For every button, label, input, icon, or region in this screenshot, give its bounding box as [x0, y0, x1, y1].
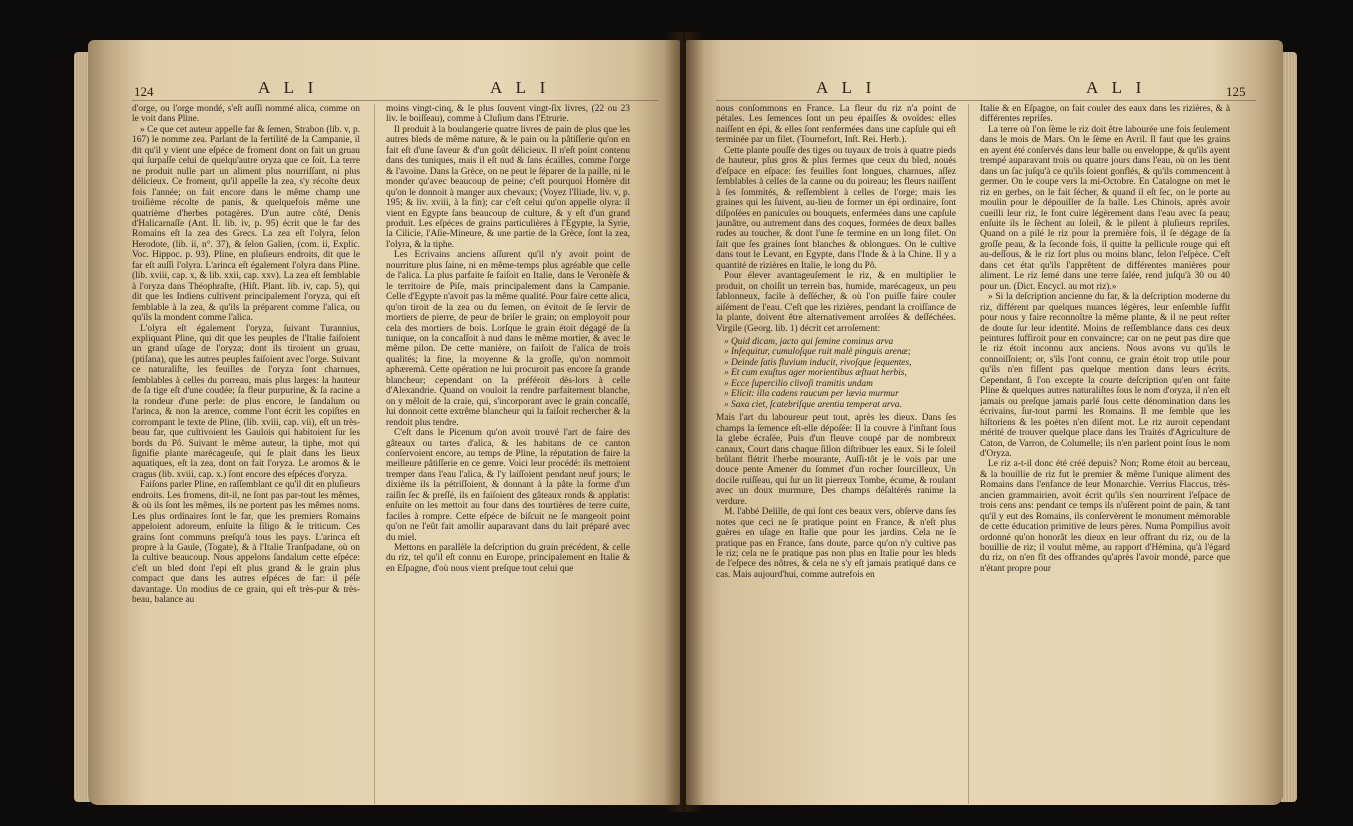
paragraph: » Ce que cet auteur appelle far & ſemen, Strabon (lib. v, p. 167) le nomme zea. Parlant de la fertilité de la Campanie, il dit qu'il y vient une eſpéce de froment dont on fait un gruau qui ſurpaſſe celui de quelqu'autre oryza que ce ſoit. La terre ne produit nulle part un aliment plus nourriſſant, ni plus délicieux. Ce froment, qu'il appelle la zea, s'y récolte deux fois l'année; on fait encore dans le même champ une troiſième récolte de panis, & quelquefois même une quatrième d'herbes potagères. D'un autre côté, Denis d'Halicarnaſſe (Ant. Il. lib. iv, p. 95) écrit que le far des Romains eſt la zea des Grecs. La zea eſt l'olyra, ſelon Herodote, (lib. ii, n°. 37), & ſelon Galien, (com. ii, Explic. Voc. Hippoc. p. 93). Pline, en pluſieurs endroits, dit que le far eſt auſſi l'olyra. L'arinca eſt également l'olyra dans Pline. (lib. xviii, cap. x, & lib. xxii, cap. xxv). La zea eſt ſemblable à l'oryza dans Théophraſte, (Hiſt. Plant. lib. iv, cap. 5), qui dit que les Indiens cultivent principalement l'oryza, qui eſt ſemblable à la zea, & qu'ils la préparent comme l'alica, ou qu'ils la mondent comme l'alica. [132, 124, 360, 324]
paragraph: M. l'abbé Delille, de qui ſont ces beaux vers, obſerve dans ſes notes que ceci ne ſe pratique point en France, & n'eſt plus guères en uſage en Italie que pour les jardins. Cela ne ſe pratique pas en France, ſans doute, parce qu'on n'y cultive pas le riz; cela ne ſe pratique pas non plus en Italie pour les bleds de l'eſpece des nôtres, & cela ne s'y eſt jamais pratiqué dans ce cas. Mais aujourd'hui, comme autrefois en [716, 507, 956, 580]
paragraph: » Si la deſcription ancienne du far, & la deſcription moderne du riz, différent par quelques nuances légères, leur enſemble ſuffit pour nous y faire reconnoître la même plante, & il ne peut reſter de doute ſur leur identité. Moins de reſſemblance dans ces deux peintures ſuffiroit pour en convaincre; car on ne peut pas dire que le riz étoit inconnu aux anciens. Nous avons vu qu'ils le connoiſſoient; or, s'ils l'ont connu, ce grain étoit trop utile pour qu'ils n'en fiſſent pas quelque mention dans leurs écrits. Cependant, ſi l'on excepte la courte deſcription qu'en ont faite Pline & quelques autres naturaliſtes ſous le nom d'oryza, il n'en eſt jamais ou preſque jamais parlé ſous cette dénomination dans les écrivains, ſur-tout parmi les Romains. Il me ſemble que les hiſtoriens & les poètes n'en diſent mot. Le riz auroit cependant mérité de trouver quelque place dans les Traités d'Agriculture de Caton, de Varron, de Columelle; ils n'en parlent point ſous le nom d'Oryza. [980, 292, 1230, 459]
page-number-right: 125 [1226, 84, 1246, 99]
paragraph: Italie & en Eſpagne, on fait couler des eaux dans les rizières, & à différentes repriſes. [980, 104, 1230, 125]
verse-line: » Et cum exuſtus ager morientibus æſtuat herbis, [724, 368, 907, 379]
paragraph: Il produit à la boulangerie quatre livres de pain de plus que les autres bleds de même nature, & le pain ou la pâtiſſerie qu'on en fait eſt d'une ſaveur & d'un goût délicieux. Il n'eſt point contenu dans des tuniques, mais il eſt nud & ſans écailles, comme l'orge & l'avoine. Dans la Grèce, on ne peut le ſéparer de la paille, ni le monder qu'avec beaucoup de peine; c'eſt pourquoi Homère dit qu'on le donnoit à manger aux chevaux; (Voyez l'Iliade, liv. v, p. 195; & liv. xviii, à la fin); car c'eſt celui qu'on appelle olyra: il vient en Egypte ſans beaucoup de culture, & y eſt d'un grand produit. Les eſpéces de grains particulières à l'Egypte, la Syrie, la Cilicie, l'Aſie-Mineure, & une partie de la Grèce, ſont la zea, l'olyra, & la tiphe. [386, 124, 630, 250]
header-rule-right [716, 100, 1256, 101]
page-number-left: 124 [134, 84, 154, 99]
running-head-left-2: A L I [490, 78, 551, 97]
verse-line: » Saxa ciet, ſcatebriſque arentia temperat arva. [724, 399, 902, 410]
right-page-column-1 [716, 104, 956, 805]
paragraph: Le riz a-t-il donc été créé depuis? Non; Rome étoit au berceau, & la bouillie de riz fut le premier & même l'unique aliment des Romains dans l'enfance de leur Monarchie. Verrius Flaccus, très-ancien grammairien, avoit écrit qu'ils s'en nourrirent l'eſpace de trois cens ans: pendant ce temps ils n'uſèrent point de pain, & tant qu'il y eut des Romains, ils conſervèrent le monument mémorable de cette éducation primitive de leurs pères. Numa Pompilius avoit ordonné qu'on honorât les dieux en leur offrant du riz, ou de la bouillie de riz; il voulut même, au rapport d'Hémina, qu'à l'égard du riz, on n'en fît des offrandes qu'après l'avoir mondé, parce que n'étant propre pour [980, 459, 1230, 574]
paragraph: moins vingt-cinq, & le plus ſouvent vingt-ſix livres, (22 ou 23 liv. le boiſſeau), comme à Cluſium dans l'Etrurie. [386, 104, 630, 125]
verse-line: » Elicit: illa cadens raucum per lævia murmur [724, 389, 899, 400]
open-book [88, 22, 1283, 812]
paragraph: d'orge, ou l'orge mondé, s'eſt auſſi nommé alica, comme on le voit dans Pline. [132, 104, 360, 125]
right-page [686, 40, 1283, 805]
verse-line: » Inſequitur, cumuloſque ruit malè pinguis arenæ; [724, 347, 911, 358]
paragraph: nous conſommons en France. La fleur du riz n'a point de pétales. Les ſemences ſont un peu épaiſſes & ovoïdes: elles naiſſent en épi, & elles ſont renfermées dans une capſule qui eſt terminée par un filet. (Tournefort, Inſt. Rei. Herb.). [716, 104, 956, 146]
french-translation: Mais l'art du laboureur peut tout, après les dieux. Dans ſes champs la ſemence eſt-elle dépoſée: Il la couvre à l'inſtant ſous la glebe écraſée, Puis d'un fleuve coupé par de nombreux canaux, Court dans chaque ſillon diſtribuer les eaux. Si le ſoleil brûlant flétrit l'herbe mourante, Auſſi-tôt je le vois par une douce pente Amener du ſommet d'un rocher ſourcilleux, Un docile ruiſſeau, qui ſur un lit pierreux Tombe, écume, & roulant avec un doux murmure, Des champs déſaltérés ranime la verdure. [716, 413, 956, 507]
verse-line: » Deinde ſatis fluvium inducit, rivoſque ſequentes, [724, 357, 912, 368]
left-page [88, 40, 680, 805]
column-rule [374, 104, 375, 804]
verse-line: » Ecce ſupercilio clivoſi tramitis undam [724, 378, 873, 389]
paragraph: Mettons en parallèle la deſcription du grain précédent, & celle du riz, tel qu'il eſt connu en Europe, principalement en Italie & en Eſpagne, d'où nous vient preſque tout celui que [386, 543, 630, 574]
running-head-right-2: A L I [1086, 78, 1147, 97]
running-head-left-1: A L I [258, 78, 319, 97]
left-page-column-2 [386, 104, 630, 805]
paragraph: La terre où l'on ſème le riz doit être labourée une fois ſeulement dans le mois de Mars. On le ſème en Avril. Il faut que les grains en ayent été conſervés dans leur balle ou enveloppe, & qu'ils ayent trempé auparavant trois ou quatre jours dans l'eau, où on les tient dans un ſac juſqu'à ce qu'ils ſoient gonflés, & qu'ils commencent à germer. On le coupe vers la mi-Octobre. En Catalogne on met le riz en gerbes, on le fait ſécher, & quand il eſt ſec, on le porte au moulin pour le dépouiller de ſa balle. Les Chinois, après avoir cueilli leur riz, le font cuire légèrement dans l'eau avec ſa peau; enſuite ils le ſèchent au ſoleil, & le pilent à pluſieurs repriſes. Quand on a pilé le riz pour la première fois, il ſe dégage de ſa groſſe peau, & la ſeconde fois, il quitte la pellicule rouge qui eſt au-deſſous, & le riz ſort plus ou moins blanc, ſelon l'eſpèce. C'eſt dans cet état qu'ils l'apprêtent de différentes manières pour aliment. Le riz ſemé dans une terre ſalée, rend juſqu'à 30 ou 40 pour un. (Dict. Encycl. au mot riz).» [980, 124, 1230, 292]
paragraph: Pour élever avantageuſement le riz, & en multiplier le produit, on choiſit un terrein bas, humide, marécageux, un peu ſablonneux, facile à deſſécher, & où l'on puiſſe faire couler aiſément de l'eau. C'eſt que les rizières, pendant la croiſſance de la plante, doivent être alternativement arroſées & deſſéchées. Virgile (Georg. lib. 1) décrit cet arroſement: [716, 271, 956, 334]
column-rule [968, 104, 969, 804]
header-rule-left [132, 100, 658, 101]
paragraph: Faiſons parler Pline, en raſſemblant ce qu'il dit en pluſieurs endroits. Les fromens, dit-il, ne ſont pas par-tout les mêmes, & où ils ſont les mêmes, ils ne portent pas les mêmes noms. Les plus ordinaires ſont le far, que les premiers Romains appeloient adoreum, enſuite la ſiligo & le triticum. Ces grains ſont communs preſqu'à tous les pays. L'arinca eſt propre à la Gaule, (Togate), & à l'Italie Tranſpadane, où on la cultive beaucoup. Nous appelons ſandalum cette eſpéce: c'eſt un bled dont l'epi eſt plus grand & le grain plus compact que dans les autres eſpéces de far: il péſe davantage. Un modius de ce grain, qui eſt très-pur & très-beau, balance au [132, 480, 360, 606]
left-page-column-1 [132, 104, 360, 805]
paragraph: L'olyra eſt également l'oryza, ſuivant Turannius, expliquant Pline, qui dit que les peuples de l'Italie faiſoient un grand uſage de l'oryza; dont ils tiroient un gruau, (ptiſana), que les autres peuples faiſoient avec l'orge. Suivant ce naturaliſte, les feuilles de l'oryza ſont charnues, ſemblables à celles du porreau, mais plus larges: la hauteur de ſa tige eſt d'une coudée; ſa fleur purpurine, & ſa racine a la rondeur d'une perle: de plus encore, le ſandalum ou l'arinca, & non la arence, comme l'ont écrit les copiſtes en corrompant le texte de Pline, (lib. xviii, cap. vii), eſt un très-beau far, que cultivoient les Gaulois qui habitoient ſur les bords du Pô. Suivant le même auteur, la tiphe, mot qui ſignifie plante marécageuſe, qui ſe plait dans les lieux aquatiques, eſt la zea, dont on fait l'oryza. Le aromos & le cragus (lib. xviii, cap. x.) ſont encore des eſpéces d'oryza. [132, 323, 360, 480]
paragraph: Les Ecrivains anciens aſſurent qu'il n'y avoit point de nourriture plus ſaine, ni en même-temps plus agréable que celle de l'alica. La plus parfaite ſe faiſoit en Italie, dans le Veronèſe & le territoire de Piſe, mais principalement dans la Campanie. Celle d'Egypte n'avoit pas la même qualité. Pour faire cette alica, qu'on tiroit de la zea ou du ſemen, on évitoit de ſe ſervir de mortiers de pierre, de peur de briſer le grain; on employoit pour cela des mortiers de bois. Lorſque le grain étoit dégagé de ſa tunique, on la concaſſoit à nud dans le même mortier, & avec le même pilon. De cette manière, on faiſoit de l'alica de trois qualités; la fine, la moyenne & la groſſe, qu'on nommoit aphæremà. Cette opération ne lui procuroit pas encore ſa grande blancheur; cependant on la préféroit dès-lors à celle d'Alexandrie. Quand on vouloit la rendre parfaitement blanche, on y mêloit de la craie, qui, s'incorporant avec le grain concaſſé, lui donnoit cette extrême blancheur qui la faiſoit rechercher & la rendoit plus tendre. [386, 250, 630, 428]
latin-verse [724, 337, 956, 410]
paragraph: Cette plante pouſſe des tiges ou tuyaux de trois à quatre pieds de hauteur, plus gros & plus fermes que ceux du bled, noués d'eſpace en eſpace: ſes feuilles ſont longues, charnues, aſſez ſemblables à celles de la canne ou du poireau; les fleurs naiſſent à ſes ſommités, & reſſemblent à celles de l'orge; mais les graines qui les ſuivent, au-lieu de former un épi ordinaire, ſont diſpoſées en panicules ou bouquets, enfermées dans une capſule jaunâtre, ou autrement dans des coques, formées de deux balles rudes au toucher, & dont l'une ſe termine en un long filet. On ſait que ſes graines ſont blanches & oblongues. On le cultive dans tout le Levant, en Egypte, dans l'Inde & à la Chine. Il y a quantité de rizières en Italie, le long du Pô. [716, 145, 956, 271]
running-head-right-1: A L I [816, 78, 877, 97]
page-edges-right [1281, 52, 1297, 802]
right-page-column-2 [980, 104, 1230, 805]
verse-line: » Quid dicam, jacto qui ſemine cominus arva [724, 336, 894, 347]
paragraph: C'eſt dans le Picenum qu'on avoit trouvé l'art de faire des gâteaux ou tartes d'alica, & les habitans de ce canton conſervoient encore, au temps de Pline, la réputation de faire la meilleure pâtiſſerie en ce genre. Voici leur procédé: ils mettoient tremper dans l'eau l'alica, & l'y laiſſoient pendant neuf jours; le dixième ils la pétriſſoient, & donnant à la pâte la forme d'un raiſin ſec & preſſé, ils en faiſoient des gâteaux ronds & applatis: enſuite on les mettoit au four dans des tourtières de terre cuite, faciles à rompre. Cette eſpéce de biſcuit ne ſe mangeoit point qu'on ne l'eût fait amollir auparavant dans du lait préparé avec du miel. [386, 428, 630, 543]
